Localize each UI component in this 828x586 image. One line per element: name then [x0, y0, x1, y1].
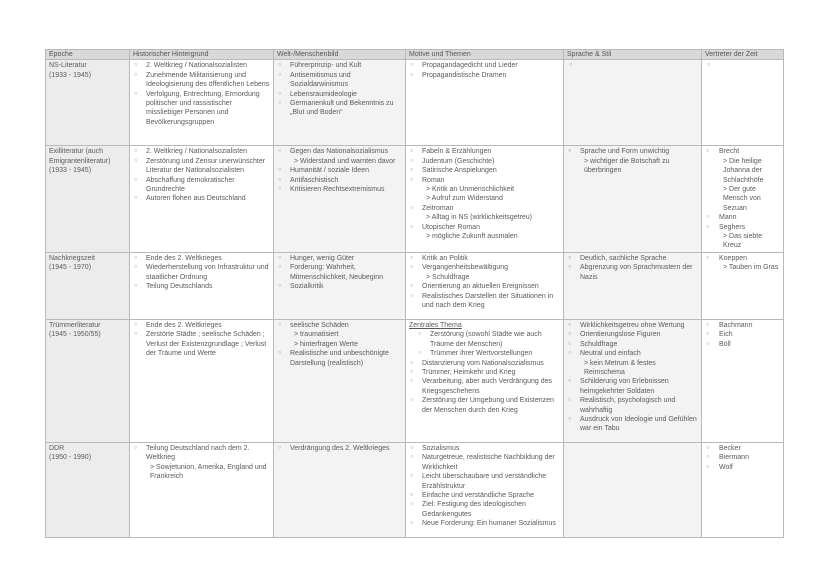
- history-list: [133, 147, 270, 203]
- item-text: 2. Weltkrieg / Nationalsozialisten: [146, 62, 248, 70]
- motifs-cell: [406, 442, 564, 537]
- item-text: Zerstörte Städte ; seelische Schäden ; Verlust der Existenzgrundlage ; Verlust der Träume und Werte: [146, 331, 267, 358]
- sub-item: > wichtiger die Botschaft zu überbringen: [584, 157, 670, 175]
- list-item: [133, 90, 270, 128]
- item-text: Vergangenheitsbewältigung: [422, 264, 509, 272]
- item-text: Judentum (Geschichte): [422, 157, 495, 165]
- worldview-cell: [274, 252, 406, 319]
- item-text: Abschaffung demokratischer Grundrechte: [146, 176, 235, 194]
- list-item: [277, 282, 402, 291]
- item-text: Verfolgung, Entrechtung, Ermordung politischer und rassistischer missliebiger Personen und Bevölkerungsgruppen: [146, 90, 260, 126]
- item-text: Becker: [719, 444, 741, 452]
- motifs-cell: [406, 146, 564, 252]
- sub-item: > Widerstand und warnten davor: [294, 157, 396, 165]
- item-text: Antisemitismus und Sozialdarwinismus: [290, 71, 351, 89]
- worldview-list: [277, 61, 402, 117]
- list-item: [409, 166, 560, 175]
- style-cell: [564, 60, 702, 146]
- item-text: Gegen das Nationalsozialismus: [290, 148, 389, 156]
- nested-item: ○ Zerstörung (sowohl Städte wie auch Träume der Menschen): [417, 330, 560, 349]
- worldview-list: [277, 254, 402, 292]
- list-item: [409, 377, 560, 396]
- epoch-cell: [46, 60, 130, 146]
- table-row: [46, 442, 784, 537]
- epoch-years: (1933 - 1945): [49, 71, 92, 79]
- history-list: [133, 254, 270, 292]
- sub-item: > kein Metrum & festes Reimschema: [584, 359, 656, 376]
- item-text: Utopischer Roman: [422, 223, 480, 231]
- item-text: Neue Forderung: Ein humaner Sozialismus: [422, 520, 556, 528]
- item-text: Kritik an Politik: [422, 254, 468, 262]
- authors-cell: [702, 442, 784, 537]
- list-item: [277, 349, 402, 368]
- list-item: [133, 263, 270, 282]
- style-list: [567, 254, 698, 282]
- item-text: Ende des 2. Weltkrieges: [146, 321, 222, 329]
- list-item: [277, 185, 402, 194]
- motifs-list: [409, 444, 560, 529]
- item-text: Wiederherstellung von Infrastruktur und staatlicher Ordnung: [146, 264, 269, 281]
- list-item: [133, 254, 270, 263]
- item-text: Leicht überschaubare und verständliche Erzählstruktur: [422, 473, 547, 490]
- motifs-list: [409, 61, 560, 80]
- item-text: Bachmann: [719, 321, 753, 329]
- list-item: [409, 292, 560, 311]
- style-cell: [564, 442, 702, 537]
- history-cell: [130, 252, 274, 319]
- history-list: [133, 444, 270, 482]
- sub-item: > mögliche Zukunft ausmalen: [426, 233, 518, 241]
- epoch-cell: [46, 319, 130, 442]
- list-item: [409, 223, 560, 242]
- epoch-name: Trümmerliteratur: [49, 321, 101, 329]
- motifs-cell: [406, 319, 564, 442]
- sub-item: > Schuldfrage: [426, 273, 470, 281]
- table-row: [46, 60, 784, 146]
- list-item: [567, 330, 698, 339]
- table-row: [46, 146, 784, 252]
- item-text: 2. Weltkrieg / Nationalsozialisten: [146, 148, 248, 156]
- sub-item: > Das siebte Kreuz: [723, 233, 763, 250]
- item-text: Einfache und verständliche Sprache: [422, 491, 535, 499]
- item-text: Böll: [719, 340, 731, 348]
- item-text: Lebensraumideologie: [290, 90, 357, 98]
- item-text: Biermann: [719, 454, 749, 462]
- epoch-cell: [46, 252, 130, 319]
- item-text: Realistische und unbeschönigte Darstellung (realistisch): [290, 350, 389, 367]
- item-text: Zerstörung der Umgebung und Existenzen der Menschen durch den Krieg: [422, 397, 554, 414]
- item-text: Wolf: [719, 463, 733, 471]
- history-cell: [130, 60, 274, 146]
- item-text: Wirklichkeitsgetreu ohne Wertung: [580, 321, 685, 329]
- motifs-cell: [406, 252, 564, 319]
- item-text: Ziel: Festigung des ideologischen Gedankengutes: [422, 501, 526, 518]
- epoch-name: NS-Literatur: [49, 62, 87, 70]
- list-item: [133, 194, 270, 203]
- item-text: Sozialismus: [422, 444, 460, 452]
- nested-item: ○ Trümmer ihrer Wertvorstellungen: [417, 349, 560, 358]
- list-item: [567, 263, 698, 282]
- list-item: [409, 157, 560, 166]
- epoch-cell: [46, 146, 130, 252]
- item-text: Kritisieren Rechtsextremismus: [290, 186, 385, 194]
- item-text: Fabeln & Erzählungen: [422, 148, 492, 156]
- style-cell: [564, 146, 702, 252]
- worldview-cell: [274, 146, 406, 252]
- sub-item: > Kritik an Unmenschlichkeit: [426, 186, 515, 194]
- item-text: Verdrängung des 2. Weltkrieges: [290, 444, 390, 452]
- list-item: [409, 519, 560, 528]
- list-item: [409, 176, 560, 204]
- list-item: [409, 368, 560, 377]
- list-item: [409, 282, 560, 291]
- list-item: [277, 176, 402, 185]
- sub-item: > Tauben im Gras: [723, 264, 779, 272]
- list-item: [409, 491, 560, 500]
- item-text: Verarbeitung, aber auch Verdrängung des Kriegsgeschehens: [422, 378, 552, 395]
- list-item: [409, 500, 560, 519]
- worldview-cell: [274, 319, 406, 442]
- epoch-years: (1945 - 1950/55): [49, 331, 101, 339]
- list-item: [705, 213, 780, 222]
- item-text: Realistisch, psychologisch und wahrhaftig: [580, 397, 676, 414]
- header-row: [46, 50, 784, 60]
- history-cell: [130, 319, 274, 442]
- item-text: Forderung: Wahrheit, Mitmenschlichkeit, Neubeginn: [290, 264, 383, 281]
- style-list: [567, 147, 698, 175]
- table-row: [46, 319, 784, 442]
- item-text: Koeppen: [719, 254, 748, 262]
- authors-list: [705, 444, 780, 472]
- item-text: Germanenkult und Bekenntnis zu „Blut und Boden“: [290, 100, 394, 117]
- item-text: Propagandagedicht und Lieder: [422, 62, 518, 70]
- item-text: Naturgetreue, realistische Nachbildung der Wirklichkeit: [422, 454, 555, 471]
- style-cell: [564, 252, 702, 319]
- list-item: [133, 330, 270, 358]
- list-item: [409, 147, 560, 156]
- list-item: [567, 340, 698, 349]
- item-text: Führerprinzip- und Kult: [290, 62, 362, 70]
- worldview-list: [277, 147, 402, 194]
- list-item: [277, 147, 402, 166]
- motifs-cell: [406, 60, 564, 146]
- header-history: Historischer Hintergrund: [130, 50, 274, 60]
- authors-list: [705, 254, 780, 273]
- item-text: Propagandistische Dramen: [422, 71, 507, 79]
- list-item: [133, 176, 270, 195]
- motifs-heading: Zentrales Thema: [409, 321, 462, 329]
- item-text: Roman: [422, 176, 445, 184]
- list-item: [409, 396, 560, 415]
- authors-cell: [702, 60, 784, 146]
- list-item: [409, 204, 560, 223]
- item-text: Deutlich, sachliche Sprache: [580, 254, 667, 262]
- item-text: Zeitroman: [422, 204, 454, 212]
- list-item: [277, 61, 402, 70]
- item-text: Eich: [719, 331, 733, 339]
- list-item: [705, 330, 780, 339]
- list-item: [277, 90, 402, 99]
- epoch-cell: [46, 442, 130, 537]
- authors-cell: [702, 146, 784, 252]
- item-text: Humanität / soziale Ideen: [290, 167, 369, 175]
- list-item: [567, 396, 698, 415]
- item-text: Zerstörung und Zensur unerwünschter Literatur der Nationalsozialisten: [146, 157, 266, 175]
- item-text: Ende des 2. Weltkrieges: [146, 254, 222, 262]
- style-list: [567, 321, 698, 434]
- literature-epochs-table: [45, 49, 784, 538]
- sub-item: > traumatisiert: [294, 331, 339, 339]
- list-item: [705, 340, 780, 349]
- list-item: [409, 453, 560, 472]
- sub-item: > Der gute Mensch von Sezuan: [723, 186, 761, 212]
- list-item: [567, 415, 698, 434]
- table-row: [46, 252, 784, 319]
- list-item: [133, 321, 270, 330]
- worldview-list: [277, 444, 402, 453]
- sub-item: > Sowjetunion, Amerika, England und Frankreich: [150, 463, 267, 481]
- motifs-list: [409, 359, 560, 415]
- list-item: [277, 71, 402, 90]
- item-text: Sozialkritik: [290, 283, 324, 291]
- item-text: Distanzierung vom Nationalsozialismus: [422, 359, 544, 367]
- list-item: [409, 263, 560, 282]
- list-item: [705, 453, 780, 462]
- item-text: Seghers: [719, 223, 746, 231]
- list-item: [409, 359, 560, 368]
- sub-item: > Aufruf zum Widerstand: [426, 195, 503, 203]
- authors-cell: [702, 252, 784, 319]
- header-authors: Vertreter der Zeit: [702, 50, 784, 60]
- item-text: Antifaschistisch: [290, 176, 339, 184]
- list-item: [133, 147, 270, 156]
- authors-cell: [702, 319, 784, 442]
- item-text: Schilderung von Erlebnissen heimgekehrter Soldaten: [580, 378, 669, 395]
- list-item: [567, 349, 698, 377]
- header-style: Sprache & Stil: [564, 50, 702, 60]
- list-item: [567, 321, 698, 330]
- history-cell: [130, 146, 274, 252]
- history-cell: [130, 442, 274, 537]
- item-text: Orientierung an aktuellen Ereignissen: [422, 283, 539, 291]
- list-item: [705, 321, 780, 330]
- item-text: Teilung Deutschland nach dem 2. Weltkrieg: [146, 444, 250, 462]
- list-item: [409, 71, 560, 80]
- style-cell: [564, 319, 702, 442]
- epoch-name: DDR: [49, 444, 65, 452]
- list-item: [133, 71, 270, 90]
- epoch-name: Exilliteratur (auch Emigrantenliteratur): [49, 148, 111, 165]
- list-item: [133, 61, 270, 70]
- worldview-cell: [274, 442, 406, 537]
- history-list: [133, 321, 270, 359]
- motifs-list: [409, 254, 560, 310]
- list-item: [409, 472, 560, 491]
- item-text: Zunehmende Militarisierung und Ideologisierung des öffentlichen Lebens: [146, 71, 270, 89]
- item-text: seelische Schäden: [290, 321, 349, 329]
- list-item: [277, 444, 402, 453]
- list-item: [705, 147, 780, 213]
- item-text: Trümmer, Heimkehr und Krieg: [422, 368, 516, 376]
- item-text: Brecht: [719, 148, 740, 156]
- list-item: [705, 223, 780, 251]
- authors-list: [705, 147, 780, 250]
- list-item: [705, 444, 780, 453]
- list-item: [277, 254, 402, 263]
- epoch-years: (1950 - 1990): [49, 454, 92, 462]
- sub-item: > Alltag in NS (wirklichkeitsgetreu): [426, 214, 533, 222]
- item-text: Satirische Anspielungen: [422, 167, 497, 175]
- epoch-years: (1945 - 1970): [49, 264, 92, 272]
- list-item: [133, 157, 270, 176]
- item-text: Abgrenzung von Sprachmustern der Nazis: [580, 264, 693, 281]
- item-text: Teilung Deutschlands: [146, 283, 213, 291]
- list-item: [567, 377, 698, 396]
- motifs-nested-list: [409, 330, 560, 358]
- worldview-cell: [274, 60, 406, 146]
- item-text: Hunger, wenig Güter: [290, 254, 355, 262]
- list-item: [705, 463, 780, 472]
- motifs-list: [409, 147, 560, 241]
- header-motifs: Motive und Themen: [406, 50, 564, 60]
- item-text: Mann: [719, 214, 737, 222]
- sub-item: > Die heilige Johanna der Schlachthöfe: [723, 157, 764, 184]
- worldview-list: [277, 321, 402, 368]
- epoch-years: (1933 - 1945): [49, 167, 92, 175]
- list-item: [277, 263, 402, 282]
- list-item: [277, 166, 402, 175]
- list-item: [409, 444, 560, 453]
- list-item: [277, 99, 402, 118]
- item-text: Orientierungslose Figuren: [580, 331, 661, 339]
- list-item: [133, 282, 270, 291]
- item-text: Schuldfrage: [580, 340, 618, 348]
- authors-list: [705, 321, 780, 349]
- list-item: [409, 254, 560, 263]
- item-text: Realistisches Darstellen der Situationen in und nach dem Krieg: [422, 292, 554, 309]
- item-text: Ausdruck von Ideologie und Gefühlen war ein Tabu: [580, 415, 697, 433]
- sub-item: > hinterfragen Werte: [294, 340, 358, 348]
- list-item: [277, 321, 402, 349]
- item-text: Sprache und Form unwichtig: [580, 148, 670, 156]
- item-text: Autoren flohen aus Deutschland: [146, 195, 246, 203]
- history-list: [133, 61, 270, 127]
- list-item: [133, 444, 270, 482]
- list-item: [567, 254, 698, 263]
- item-text: Neutral und einfach: [580, 350, 641, 358]
- header-epoch: Epoche: [46, 50, 130, 60]
- list-item: [409, 61, 560, 70]
- list-item: [567, 147, 698, 175]
- epoch-name: Nachkriegszeit: [49, 254, 95, 262]
- header-worldview: Welt-/Menschenbild: [274, 50, 406, 60]
- list-item: [705, 254, 780, 273]
